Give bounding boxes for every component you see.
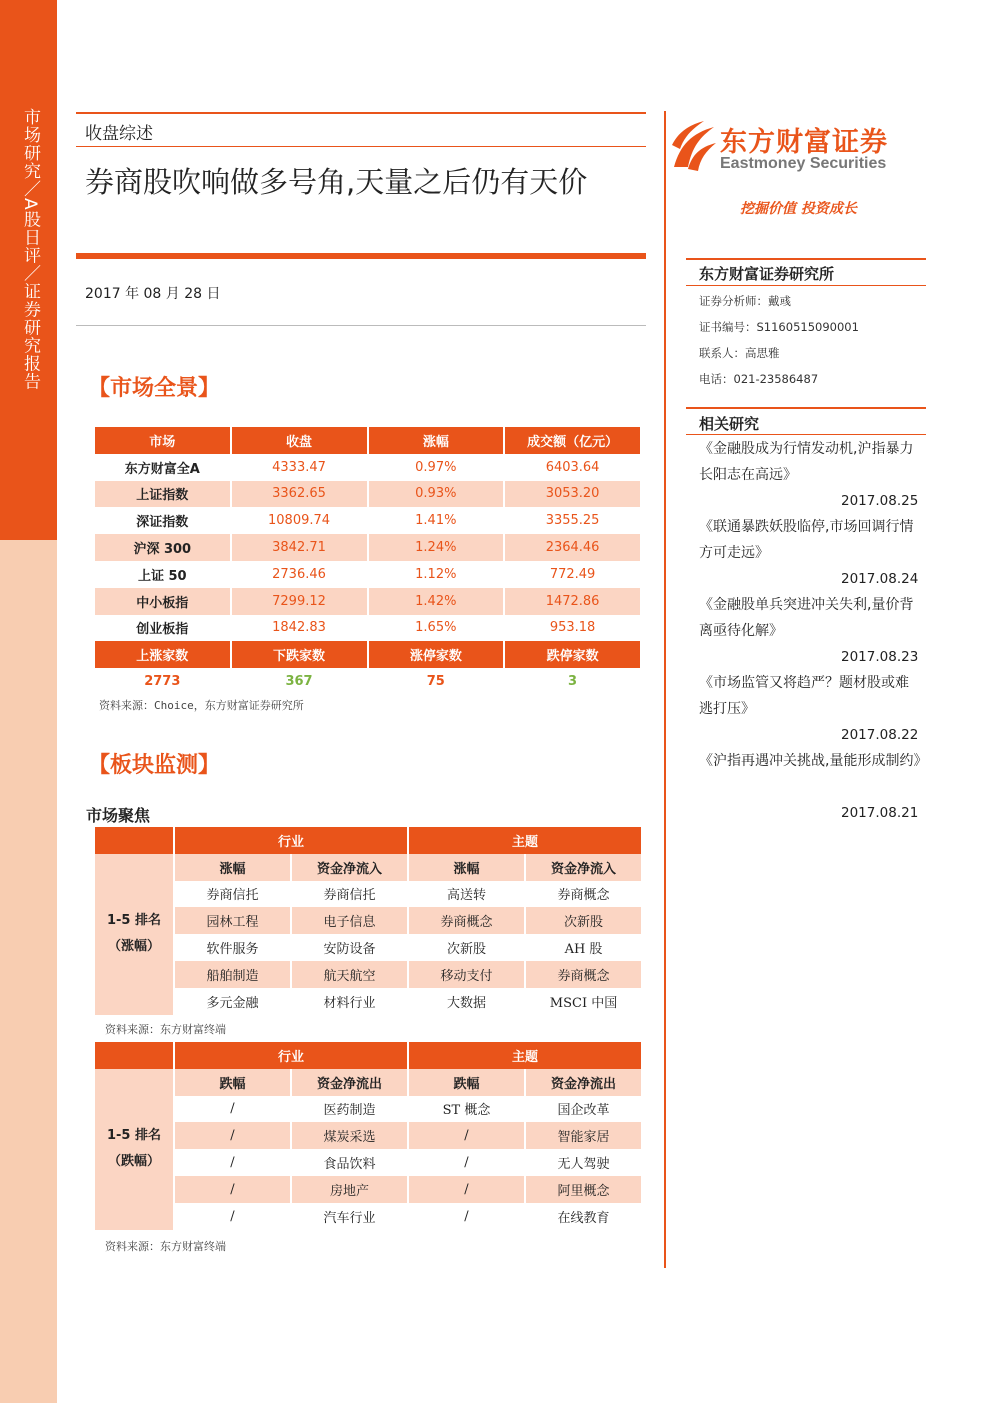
table-cell: 高送转 (408, 881, 525, 908)
rise-count: 2773 (95, 668, 231, 695)
table-row (95, 1122, 642, 1149)
table-cell: MSCI 中国 (525, 988, 642, 1015)
table-cell: 食品饮料 (291, 1149, 408, 1176)
corner-cell (95, 1042, 174, 1069)
table-row (95, 907, 642, 934)
related-report-date: 2017.08.21 (841, 805, 919, 821)
table-cell: 煤炭采选 (291, 1122, 408, 1149)
table-cell: 航天航空 (291, 961, 408, 988)
market-table (95, 427, 642, 695)
institute-name: 东方财富证券研究所 (699, 265, 835, 283)
related-report-date: 2017.08.23 (841, 649, 919, 665)
sub-header: 资金净流入 (291, 854, 408, 881)
index-turnover: 953.18 (504, 615, 641, 642)
category-rule (76, 146, 646, 147)
index-change: 1.42% (368, 588, 505, 615)
related-report-date: 2017.08.25 (841, 493, 919, 509)
table-cell: 次新股 (525, 907, 642, 934)
sub-header: 资金净流入 (525, 854, 642, 881)
col-fall-count: 下跌家数 (231, 641, 368, 668)
table-cell: 电子信息 (291, 907, 408, 934)
index-change: 1.24% (368, 534, 505, 561)
brand-slogan: 挖掘价值 投资成长 (740, 201, 857, 217)
table-cell: 安防设备 (291, 934, 408, 961)
header-top-rule (76, 112, 646, 114)
sub-header: 资金净流出 (525, 1069, 642, 1096)
sub-header: 涨幅 (408, 854, 525, 881)
group-header-row (95, 1042, 642, 1069)
sector-subheading: 市场聚焦 (86, 806, 151, 825)
table-row (95, 1203, 642, 1230)
table-cell: 在线教育 (525, 1203, 642, 1230)
fall-count: 367 (231, 668, 368, 695)
sidebar-band (0, 0, 57, 1403)
index-change: 1.12% (368, 561, 505, 588)
table-cell: 阿里概念 (525, 1176, 642, 1203)
related-report-link[interactable]: 《沪指再遇冲关挑战,量能形成制约》 (699, 753, 928, 769)
related-report-link[interactable]: 《联通暴跌妖股临停,市场回调行情方可走远》 (699, 519, 914, 561)
group-header-row (95, 827, 642, 854)
rank-label: 1-5 排名（涨幅） (95, 854, 174, 1015)
table-cell: / (174, 1122, 291, 1149)
table-row (95, 1176, 642, 1203)
table-cell: 软件服务 (174, 934, 291, 961)
corner-cell (95, 827, 174, 854)
related-report-link[interactable]: 《金融股成为行情发动机,沪指暴力长阳志在高远》 (699, 441, 914, 483)
index-turnover: 1472.86 (504, 588, 641, 615)
sub-header: 资金净流出 (291, 1069, 408, 1096)
related-report-date: 2017.08.22 (841, 727, 919, 743)
index-change: 0.97% (368, 454, 505, 481)
index-close: 7299.12 (231, 588, 368, 615)
table-row (95, 615, 641, 642)
table-row (95, 1149, 642, 1176)
index-close: 3842.71 (231, 534, 368, 561)
table-row (95, 934, 642, 961)
table-cell: 券商概念 (525, 881, 642, 908)
rank-label: 1-5 排名（跌幅） (95, 1069, 174, 1230)
brand-logo-icon (670, 115, 718, 179)
table-cell: 医药制造 (291, 1096, 408, 1123)
count-row (95, 668, 641, 695)
related-rule-bottom (686, 434, 926, 435)
fall-ranking-table (95, 1042, 643, 1230)
table-row (95, 588, 641, 615)
rise-ranking-table (95, 827, 643, 1015)
market-header-row (95, 427, 641, 454)
index-turnover: 3355.25 (504, 507, 641, 534)
index-name: 上证指数 (95, 481, 231, 508)
report-date: 2017 年 08 月 28 日 (85, 286, 221, 302)
table-row (95, 961, 642, 988)
index-name: 上证 50 (95, 561, 231, 588)
index-name: 深证指数 (95, 507, 231, 534)
sub-header: 涨幅 (174, 854, 291, 881)
certificate-number: 证书编号：S1160515090001 (699, 320, 859, 334)
contact-person: 联系人：高思雅 (699, 346, 780, 360)
table-row (95, 454, 641, 481)
title-rule (76, 253, 646, 259)
index-name: 中小板指 (95, 588, 231, 615)
col-turnover: 成交额（亿元） (504, 427, 641, 454)
index-close: 1842.83 (231, 615, 368, 642)
table-cell: / (174, 1149, 291, 1176)
table-row (95, 507, 641, 534)
table-cell: / (408, 1149, 525, 1176)
index-close: 4333.47 (231, 454, 368, 481)
table-cell: / (408, 1176, 525, 1203)
table-cell: 船舶制造 (174, 961, 291, 988)
index-change: 0.93% (368, 481, 505, 508)
count-header-row (95, 641, 641, 668)
col-close: 收盘 (231, 427, 368, 454)
related-heading: 相关研究 (699, 415, 760, 433)
table-cell: / (174, 1203, 291, 1230)
table-cell: 材料行业 (291, 988, 408, 1015)
group-industry: 行业 (174, 1042, 408, 1069)
report-category: 收盘综述 (85, 124, 153, 144)
table-cell: 券商信托 (291, 881, 408, 908)
col-change: 涨幅 (368, 427, 505, 454)
col-rise-count: 上涨家数 (95, 641, 231, 668)
table-cell: 无人驾驶 (525, 1149, 642, 1176)
analyst-name: 证券分析师：戴彧 (699, 294, 791, 308)
related-report-link[interactable]: 《金融股单兵突进冲关失利,量价背离亟待化解》 (699, 597, 914, 639)
sector-heading: 【板块监测】 (88, 752, 221, 778)
table-row (95, 561, 641, 588)
related-rule-top (686, 407, 926, 409)
rise-source: 资料来源：东方财富终端 (105, 1023, 226, 1036)
table-cell: / (408, 1122, 525, 1149)
table-cell: 智能家居 (525, 1122, 642, 1149)
table-cell: 次新股 (408, 934, 525, 961)
col-limit-down-count: 跌停家数 (504, 641, 641, 668)
table-cell: / (408, 1203, 525, 1230)
index-change: 1.41% (368, 507, 505, 534)
institute-rule-top (686, 258, 926, 260)
table-cell: 多元金融 (174, 988, 291, 1015)
contact-phone: 电话：021-23586487 (699, 372, 819, 386)
table-cell: 房地产 (291, 1176, 408, 1203)
index-name: 沪深 300 (95, 534, 231, 561)
index-close: 2736.46 (231, 561, 368, 588)
table-cell: 券商信托 (174, 881, 291, 908)
related-report-link[interactable]: 《市场监管又将趋严？题材股或难逃打压》 (699, 675, 909, 717)
brand-name-cn: 东方财富证券 (720, 127, 888, 158)
table-cell: / (174, 1096, 291, 1123)
date-rule (76, 325, 646, 326)
index-close: 3362.65 (231, 481, 368, 508)
col-limit-up-count: 涨停家数 (368, 641, 505, 668)
sub-header-row (95, 854, 642, 881)
index-change: 1.65% (368, 615, 505, 642)
table-cell: 国企改革 (525, 1096, 642, 1123)
group-theme: 主题 (408, 1042, 642, 1069)
table-row (95, 534, 641, 561)
col-market: 市场 (95, 427, 231, 454)
table-row (95, 988, 642, 1015)
index-turnover: 772.49 (504, 561, 641, 588)
brand-name-en: Eastmoney Securities (720, 155, 887, 172)
limit-up-count: 75 (368, 668, 505, 695)
index-turnover: 2364.46 (504, 534, 641, 561)
fall-source: 资料来源：东方财富终端 (105, 1240, 226, 1253)
index-turnover: 6403.64 (504, 454, 641, 481)
table-cell: 汽车行业 (291, 1203, 408, 1230)
sub-header-row (95, 1069, 642, 1096)
group-industry: 行业 (174, 827, 408, 854)
table-cell: 园林工程 (174, 907, 291, 934)
table-cell: 移动支付 (408, 961, 525, 988)
index-close: 10809.74 (231, 507, 368, 534)
market-source: 资料来源：Choice，东方财富证券研究所 (99, 699, 304, 712)
table-cell: 大数据 (408, 988, 525, 1015)
limit-down-count: 3 (504, 668, 641, 695)
table-row (95, 1096, 642, 1123)
table-row (95, 481, 641, 508)
table-cell: ST 概念 (408, 1096, 525, 1123)
institute-rule-bottom (686, 285, 926, 286)
sub-header: 跌幅 (408, 1069, 525, 1096)
table-row (95, 881, 642, 908)
table-cell: 券商概念 (525, 961, 642, 988)
index-turnover: 3053.20 (504, 481, 641, 508)
sub-header: 跌幅 (174, 1069, 291, 1096)
index-name: 创业板指 (95, 615, 231, 642)
group-theme: 主题 (408, 827, 642, 854)
table-cell: AH 股 (525, 934, 642, 961)
column-divider (664, 111, 666, 1268)
sidebar-vertical-text: 市场研究／A股日评／证券研究报告 (20, 108, 40, 391)
table-cell: 券商概念 (408, 907, 525, 934)
related-report-date: 2017.08.24 (841, 571, 919, 587)
index-name: 东方财富全A (95, 454, 231, 481)
report-title: 券商股吹响做多号角,天量之后仍有天价 (85, 165, 588, 199)
market-heading: 【市场全景】 (88, 375, 221, 401)
table-cell: / (174, 1176, 291, 1203)
